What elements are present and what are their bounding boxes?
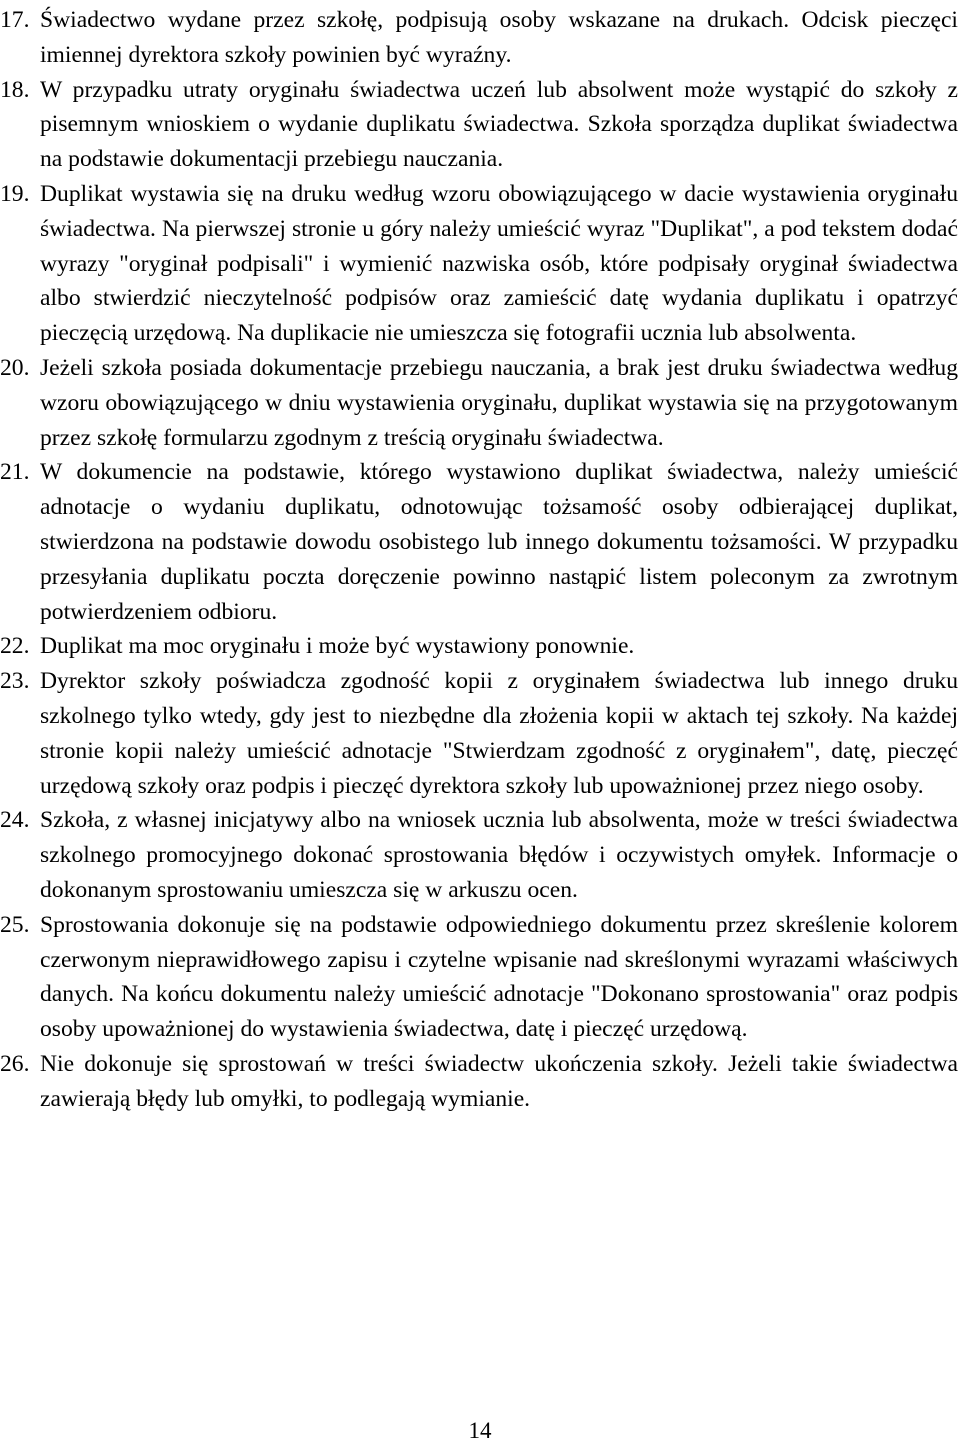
item-number: 19. (0, 180, 30, 207)
list-item-21 (0, 455, 958, 629)
item-number: 22. (0, 633, 30, 660)
item-text: Dyrektor szkoły poświadcza zgodność kopii z oryginałem świadectwa lub innego druku szkolnego tylko wtedy, gdy jest to niezbędne dla złożenia kopii w aktach tej szkoły. Na każdej stronie kopii należy umieścić adnotacje "Stwierdzam zgodność z oryginałem", datę, pieczęć urzędową szkoły oraz podpis i pieczęć dyrektora szkoły lub upoważnionej przez niego osoby. (40, 668, 958, 799)
item-text: W dokumencie na podstawie, którego wystawiono duplikat świadectwa, należy umieścić adnotacje o wydaniu duplikatu, odnotowując tożsamość osoby odbierającej duplikat, stwierdzona na podstawie dowodu osobistego lub innego dokumentu tożsamości. W przypadku przesyłania duplikatu poczta doręczenie powinno nastąpić listem poleconym za zwrotnym potwierdzeniem odbioru. (40, 459, 958, 625)
item-number: 23. (0, 668, 30, 695)
numbered-list (0, 3, 958, 1117)
list-item-25 (0, 908, 958, 1047)
item-number: 17. (0, 7, 30, 33)
item-number: 25. (0, 911, 30, 938)
page-number: 14 (468, 1418, 492, 1443)
item-text: Duplikat wystawia się na druku według wzoru obowiązującego w dacie wystawienia oryginału świadectwa. Na pierwszej stronie u góry należy umieścić wyraz "Duplikat", a pod tekstem dodać wyrazy "oryginał podpisali" i wymienić nazwiska osób, które podpisały oryginał świadectwa albo stwierdzić nieczytelność podpisów oraz zamieścić datę wydania duplikatu i opatrzyć pieczęcią urzędową. Na duplikacie nie umieszcza się fotografii ucznia lub absolwenta. (40, 180, 958, 347)
list-item-23 (0, 664, 958, 803)
item-number: 18. (0, 76, 30, 103)
list-item-22 (0, 629, 958, 664)
item-text: Sprostowania dokonuje się na podstawie odpowiedniego dokumentu przez skreślenie kolorem czerwonym nieprawidłowego zapisu i czytelne wpisanie nad skreślonymi wyrazami właściwych danych. Na końcu dokumentu należy umieścić adnotacje "Dokonano sprostowania" oraz podpis osoby upoważnionej do wystawienia świadectwa, datę i pieczęć urzędową. (40, 911, 958, 1043)
item-number: 20. (0, 354, 30, 381)
item-text: Świadectwo wydane przez szkołę, podpisują osoby wskazane na drukach. Odcisk pieczęci imiennej dyrektora szkoły powinien być wyraźny. (40, 7, 958, 68)
item-text: W przypadku utraty oryginału świadectwa uczeń lub absolwent może wystąpić do szkoły z pisemnym wnioskiem o wydanie duplikatu świadectwa. Szkoła sporządza duplikat świadectwa na podstawie dokumentacji przebiegu nauczania. (40, 76, 958, 173)
item-number: 26. (0, 1050, 30, 1077)
list-item-26 (0, 1047, 958, 1117)
item-number: 21. (0, 459, 30, 486)
list-item-19 (0, 177, 958, 351)
item-text: Nie dokonuje się sprostowań w treści świadectw ukończenia szkoły. Jeżeli takie świadectwa zawierają błędy lub omyłki, to podlegają wymianie. (40, 1050, 958, 1112)
list-item-24 (0, 803, 958, 907)
list-item-20 (0, 351, 958, 455)
item-text: Jeżeli szkoła posiada dokumentacje przebiegu nauczania, a brak jest druku świadectwa według wzoru obowiązującego w dniu wystawienia oryginału, duplikat wystawia się na przygotowanym przez szkołę formularzu zgodnym z treścią oryginału świadectwa. (40, 354, 958, 451)
list-item-17 (0, 3, 958, 73)
item-text: Duplikat ma moc oryginału i może być wystawiony ponownie. (40, 633, 635, 660)
list-item-18 (0, 73, 958, 177)
item-text: Szkoła, z własnej inicjatywy albo na wniosek ucznia lub absolwenta, może w treści świadectwa szkolnego promocyjnego dokonać sprostowania błędów i oczywistych omyłek. Informacje o dokonanym sprostowaniu umieszcza się w arkuszu ocen. (40, 807, 958, 903)
item-number: 24. (0, 807, 30, 834)
